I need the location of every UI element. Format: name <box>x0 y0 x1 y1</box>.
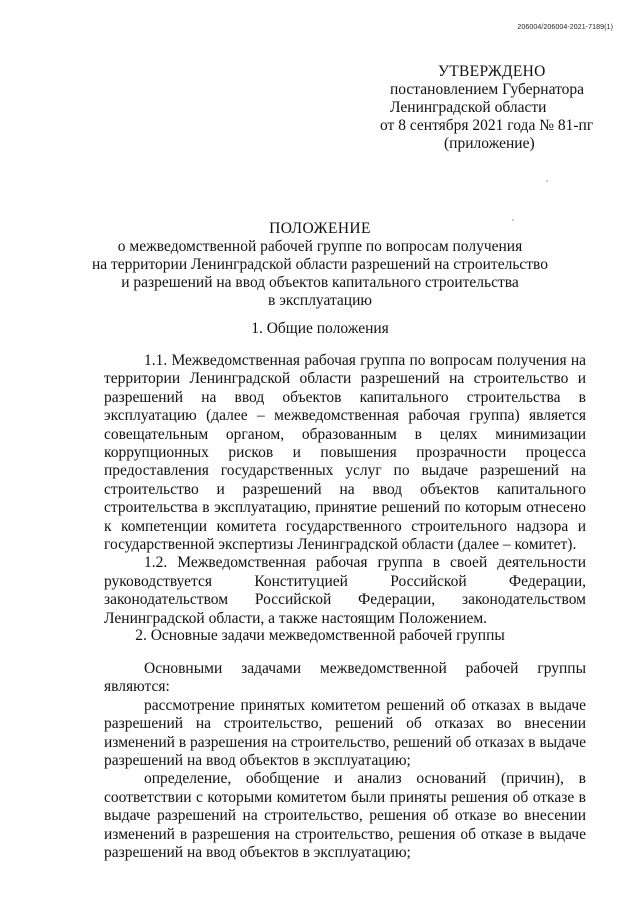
paragraph: рассмотрение принятых комитетом решений об отказах в выдаче разрешений на строительство, решений об отказах во внесении изменений в разрешения на строительство, решений об отказах в выдаче разрешений на ввод объектов в эксплуатацию; <box>104 696 586 770</box>
paragraph: Основными задачами межведомственной рабочей группы являются: <box>104 660 586 696</box>
section-2-body <box>104 660 586 862</box>
document-subtitle-line: в эксплуатацию <box>268 292 372 309</box>
approval-line: Ленинградской области <box>390 99 547 116</box>
section-2-title: 2. Основные задачи межведомственной рабочей группы <box>135 627 505 644</box>
document-subtitle-line: о межведомственной рабочей группе по вопросам получения <box>117 238 523 255</box>
approval-line: (приложение) <box>444 135 535 152</box>
section-1-body <box>104 352 586 628</box>
approval-block <box>380 63 620 153</box>
scan-speck <box>546 180 548 182</box>
approval-line: постановлением Губернатора <box>390 81 585 98</box>
paragraph: 1.1. Межведомственная рабочая группа по вопросам получения на территории Ленинградской области разрешений на строительство и разрешений на ввод объектов капитального строительства в эксплуатацию (далее – межведомственная рабочая группа) является совещательным органом, образованным в целях минимизации коррупционных рисков и повышения прозрачности процесса предоставления государственных услуг по выдаче разрешений на строительство и разрешений на ввод объектов капитального строительства в эксплуатацию, принятие решений по которым отнесено к компетенции комитета государственного строительного надзора и государственной экспертизы Ленинградской области (далее – комитет). <box>104 352 586 554</box>
document-id: 206004/206004-2021-7189(1) <box>517 24 613 31</box>
document-heading <box>0 220 640 310</box>
paragraph: определение, обобщение и анализ оснований (причин), в соответствии с которыми комитетом были приняты решения об отказе в выдаче разрешений на строительство, решения об отказе во внесении изменений в разрешения на строительство, решения об отказе в выдаче разрешений на ввод объектов в эксплуатацию; <box>104 770 586 862</box>
approval-line: от 8 сентября 2021 года № 81-пг <box>380 117 594 134</box>
document-subtitle-line: на территории Ленинградской области разрешений на строительство <box>91 256 549 273</box>
approval-title: УТВЕРЖДЕНО <box>438 63 546 80</box>
document-title: ПОЛОЖЕНИЕ <box>269 220 371 237</box>
document-subtitle-line: и разрешений на ввод объектов капитального строительства <box>121 274 519 291</box>
paragraph: 1.2. Межведомственная рабочая группа в своей деятельности руководствуется Конституцией Российской Федерации, законодательством Российской Федерации, законодательством Ленинградской области, а также настоящим Положением. <box>104 554 586 627</box>
section-1-title: 1. Общие положения <box>251 320 389 337</box>
